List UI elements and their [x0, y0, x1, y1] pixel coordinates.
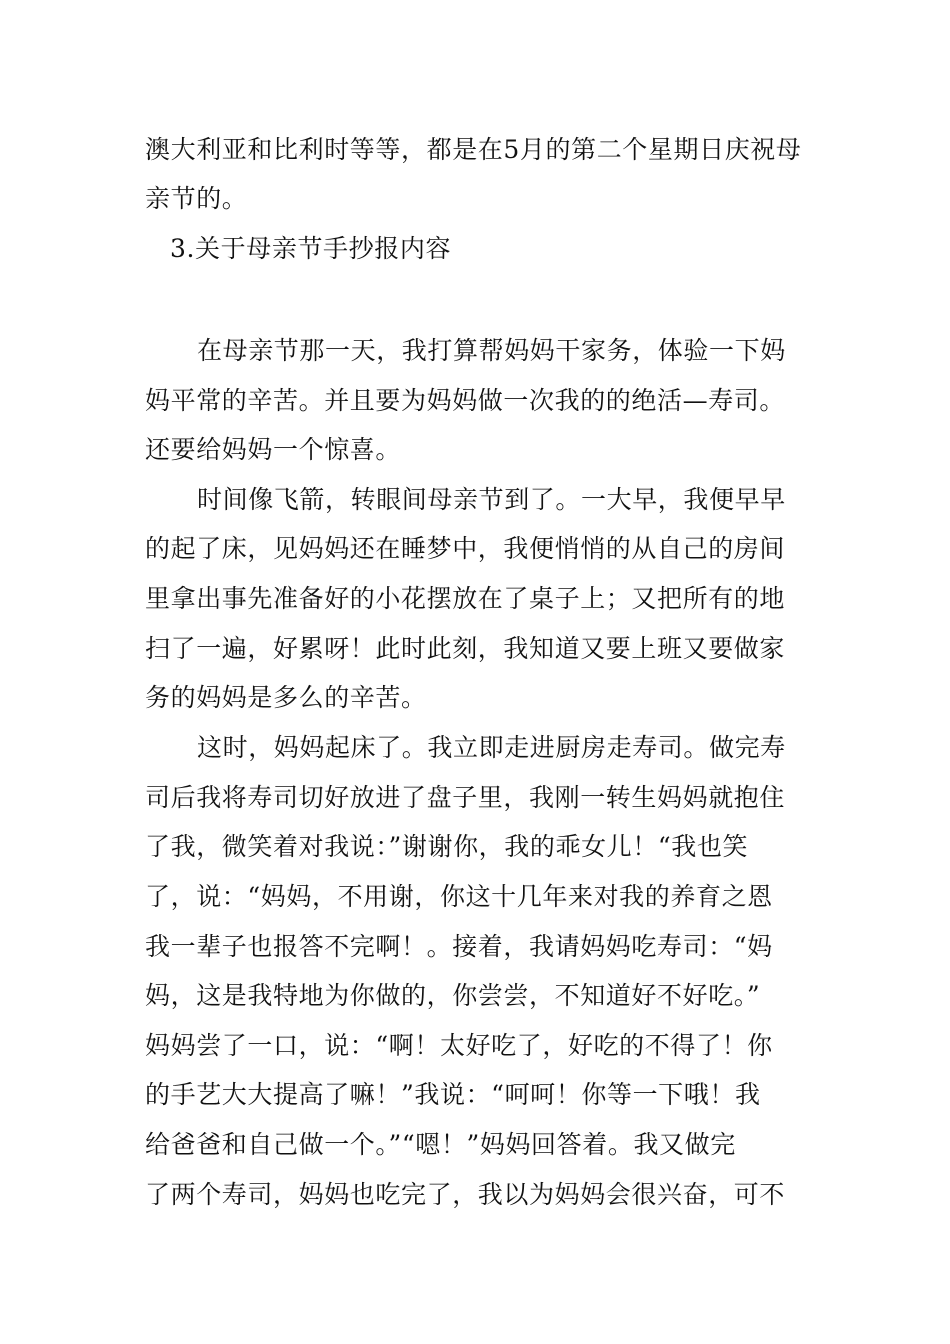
text-line: 妈平常的辛苦。并且要为妈妈做一次我的的绝活—寿司。 [145, 386, 786, 415]
text-line: 妈，这是我特地为你做的，你尝尝，不知道好不好吃。” [145, 981, 761, 1010]
text-line: 给爸爸和自己做一个。”“嗯！”妈妈回答着。我又做完 [145, 1130, 736, 1159]
text-line: 我一辈子也报答不完啊！。接着，我请妈妈吃寿司：“妈 [145, 932, 773, 961]
paragraph-first-line: 这时，妈妈起床了。我立即走进厨房走寿司。做完寿 [197, 733, 786, 762]
section-heading: 3.关于母亲节手抄报内容 [170, 234, 452, 263]
text-line: 还要给妈妈一个惊喜。 [145, 435, 402, 464]
text-line: 务的妈妈是多么的辛苦。 [145, 683, 427, 712]
text-line: 里拿出事先准备好的小花摆放在了桌子上；又把所有的地 [145, 584, 786, 613]
paragraph-first-line: 时间像飞箭，转眼间母亲节到了。一大早，我便早早 [197, 485, 786, 514]
text-line: 妈妈尝了一口，说：“啊！太好吃了，好吃的不得了！你 [145, 1031, 773, 1060]
text-line: 的手艺大大提高了嘛！”我说：“呵呵！你等一下哦！我 [145, 1080, 761, 1109]
text-line: 司后我将寿司切好放进了盘子里，我刚一转生妈妈就抱住 [145, 783, 786, 812]
text-line: 扫了一遍，好累呀！此时此刻，我知道又要上班又要做家 [145, 634, 786, 663]
text-line: 了我，微笑着对我说：”谢谢你，我的乖女儿！“我也笑 [145, 832, 749, 861]
text-line: 亲节的。 [145, 184, 248, 213]
text-line: 的起了床，见妈妈还在睡梦中，我便悄悄的从自己的房间 [145, 534, 786, 563]
paragraph-first-line: 在母亲节那一天，我打算帮妈妈干家务，体验一下妈 [197, 336, 786, 365]
text-line: 了两个寿司，妈妈也吃完了，我以为妈妈会很兴奋，可不 [145, 1180, 786, 1209]
text-line: 了，说：“妈妈，不用谢，你这十几年来对我的养育之恩 [145, 882, 773, 911]
text-line: 澳大利亚和比利时等等，都是在5月的第二个星期日庆祝母 [145, 135, 802, 164]
